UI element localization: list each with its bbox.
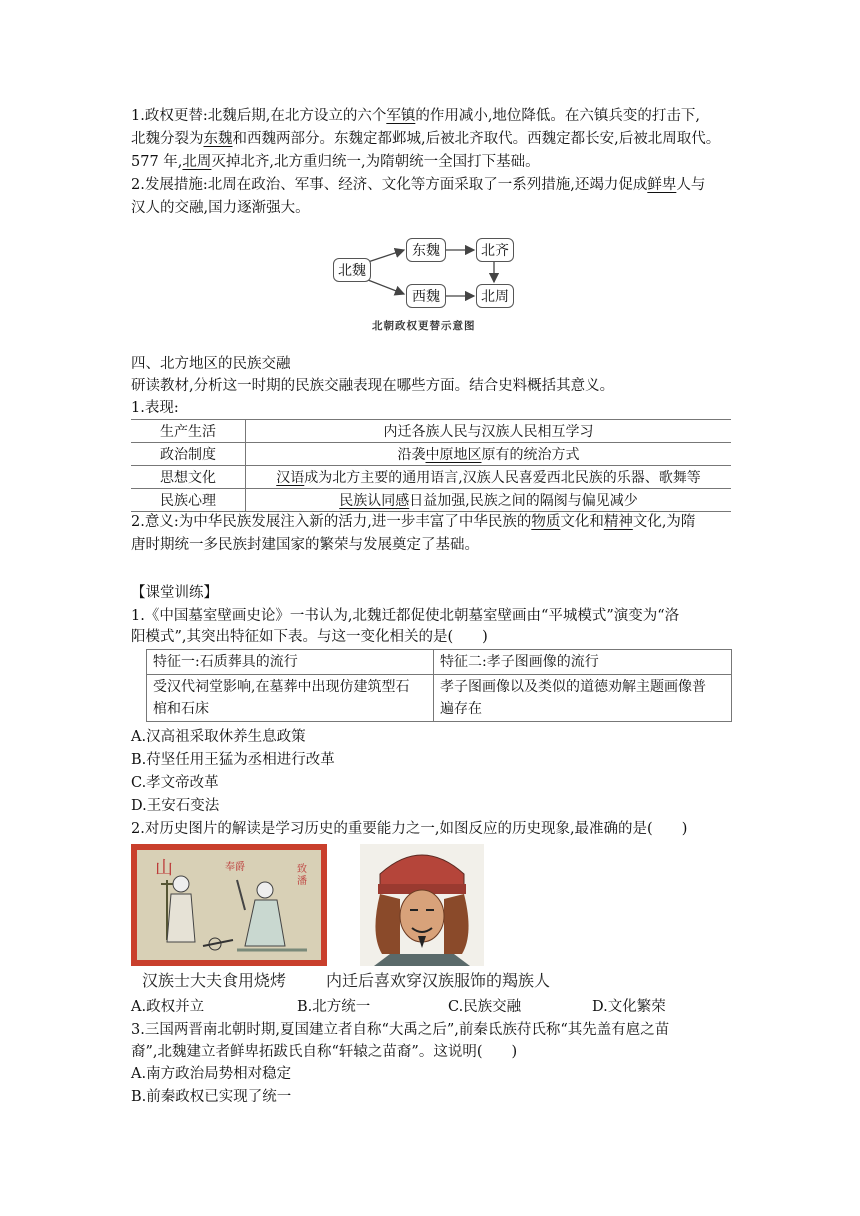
- table-key: 生产生活: [131, 420, 246, 443]
- table-row: [131, 420, 731, 443]
- svg-text:奉爵: 奉爵: [225, 862, 245, 873]
- practice-heading: 【课堂训练】: [131, 585, 218, 601]
- significance-line: 2.意义:为中华民族发展注入新的活力,进一步丰富了中华民族的物质文化和精神文化,为隋: [131, 514, 696, 530]
- significance-line: 唐时期统一多民族封建国家的繁荣与发展奠定了基础。: [131, 537, 479, 553]
- section-heading: 四、北方地区的民族交融: [131, 356, 291, 372]
- paragraph-line: 2.发展措施:北周在政治、军事、经济、文化等方面采取了一系列措施,还竭力促成鲜卑人与: [131, 177, 706, 193]
- manifestation-table: [131, 419, 731, 512]
- node-dongwei: 东魏: [406, 238, 446, 262]
- table-value: 汉语成为北方主要的通用语言,汉族人民喜爱西北民族的乐器、歌舞等: [246, 466, 732, 489]
- node-beiwei: 北魏: [333, 258, 371, 282]
- option-b[interactable]: B.北方统一: [297, 999, 371, 1015]
- svg-text:山: 山: [155, 858, 173, 879]
- image-caption: 汉族士大夫食用烧烤: [142, 971, 287, 990]
- table-value: 内迁各族人民与汉族人民相互学习: [246, 420, 732, 443]
- table-cell: 受汉代祠堂影响,在墓葬中出现仿建筑型石 棺和石床: [147, 675, 434, 722]
- mural-image: [131, 844, 327, 966]
- node-xiwei: 西魏: [406, 284, 446, 308]
- option-d[interactable]: D.文化繁荣: [592, 999, 666, 1015]
- option-b[interactable]: B.前秦政权已实现了统一: [131, 1089, 292, 1105]
- table-row: [131, 466, 731, 489]
- question-text: 2.对历史图片的解读是学习历史的重要能力之一,如图反应的历史现象,最准确的是( ): [131, 821, 688, 837]
- question-text: 3.三国两晋南北朝时期,夏国建立者自称“大禹之后”,前秦氐族苻氏称“其先盖有扈之苗: [131, 1022, 670, 1038]
- option-c[interactable]: C.民族交融: [448, 999, 522, 1015]
- table-row: [147, 675, 732, 722]
- option-b[interactable]: B.苻坚任用王猛为丞相进行改革: [131, 752, 335, 768]
- subheading-manifestations: 1.表现:: [131, 400, 179, 416]
- option-a[interactable]: A.南方政治局势相对稳定: [131, 1066, 292, 1082]
- table-value: 民族认同感日益加强,民族之间的隔阂与偏见减少: [246, 489, 732, 512]
- node-beiqi: 北齐: [476, 238, 514, 262]
- table-header: 特征二:孝子图画像的流行: [434, 650, 732, 675]
- paragraph-line: 1.政权更替:北魏后期,在北方设立的六个军镇的作用减小,地位降低。在六镇兵变的打击下,: [131, 108, 701, 124]
- paragraph-line: 北魏分裂为东魏和西魏两部分。东魏定都邺城,后被北齐取代。西魏定都长安,后被北周取代。: [131, 131, 721, 147]
- node-beizhou: 北周: [476, 284, 514, 308]
- question-text: 阳模式”,其突出特征如下表。与这一变化相关的是( ): [131, 629, 488, 645]
- table-row: [131, 489, 731, 512]
- section-intro: 研读教材,分析这一时期的民族交融表现在哪些方面。结合史料概括其意义。: [131, 378, 615, 394]
- image-caption: 内迁后喜欢穿汉族服饰的羯族人: [326, 971, 551, 990]
- option-d[interactable]: D.王安石变法: [131, 798, 220, 814]
- portrait-illustration: [360, 844, 484, 966]
- svg-text:致: 致: [297, 864, 307, 875]
- underlined-term: 鲜卑: [647, 177, 677, 193]
- arrow-beiwei-dongwei: [368, 250, 404, 262]
- underlined-term: 东魏: [203, 131, 233, 147]
- table-row: [147, 650, 732, 675]
- paragraph-line: 577 年,北周灭掉北齐,北方重归统一,为隋朝统一全国打下基础。: [131, 154, 540, 170]
- table-value: 沿袭中原地区原有的统治方式: [246, 443, 732, 466]
- table-key: 政治制度: [131, 443, 246, 466]
- question-text: 裔”,北魏建立者鲜卑拓跋氏自称“轩辕之苗裔”。这说明( ): [131, 1044, 518, 1060]
- paragraph-line: 汉人的交融,国力逐渐强大。: [131, 200, 310, 216]
- option-a[interactable]: A.汉高祖采取休养生息政策: [131, 729, 306, 745]
- underlined-term: 军镇: [386, 108, 416, 124]
- table-cell: 孝子图画像以及类似的道德劝解主题画像普 遍存在: [434, 675, 732, 722]
- feature-table: [146, 649, 732, 722]
- question-text: 1.《中国墓室壁画史论》一书认为,北魏迁都促使北朝墓室壁画由“平城模式”演变为“洛: [131, 608, 680, 624]
- underlined-term: 北周: [182, 154, 212, 170]
- diagram-caption: 北朝政权更替示意图: [372, 320, 476, 332]
- mural-figures-illustration: [137, 850, 321, 960]
- table-header: 特征一:石质葬具的流行: [147, 650, 434, 675]
- table-key: 民族心理: [131, 489, 246, 512]
- portrait-image: [360, 844, 484, 966]
- table-key: 思想文化: [131, 466, 246, 489]
- svg-text:潘: 潘: [297, 876, 307, 887]
- option-a[interactable]: A.政权并立: [131, 999, 205, 1015]
- option-c[interactable]: C.孝文帝改革: [131, 775, 219, 791]
- table-row: [131, 443, 731, 466]
- arrow-beiwei-xiwei: [368, 280, 404, 294]
